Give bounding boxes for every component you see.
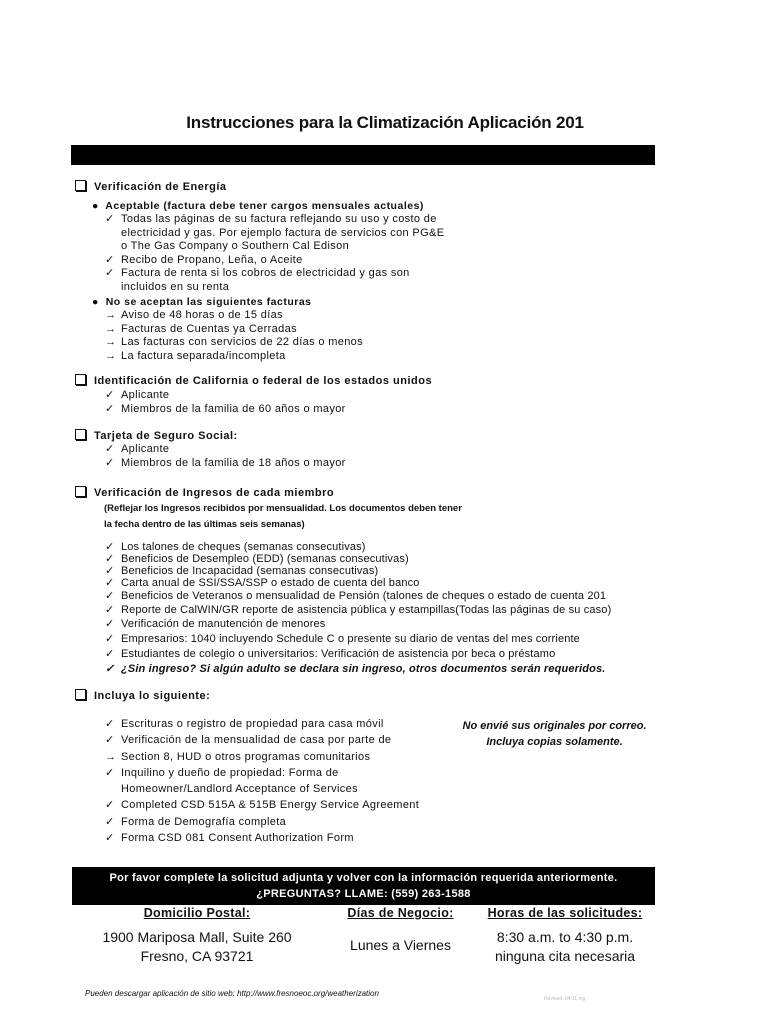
page-title: Instrucciones para la Climatización Aplicación 201 [186,113,584,132]
list-item: ✓ ¿Sin ingreso? Si algún adulto se declara sin ingreso, otros documentos serán requeridos. [105,663,606,675]
footer-phone: ¿PREGUNTAS? LLAME: (559) 263-1588 [256,888,471,900]
include-heading: Incluya lo siguiente: [94,690,211,702]
list-item: electricidad y gas. Por ejemplo factura de servicios con PG&E [121,226,445,239]
mail-address [92,928,302,966]
list-item: ✓ Escrituras o registro de propiedad para casa móvil [105,716,419,732]
check-icon: ✓ [105,402,115,415]
check-icon: ✓ [105,590,115,602]
list-item: ✓ Verificación de la mensualidad de casa por parte de [105,732,419,748]
check-icon: ✓ [105,832,115,845]
list-item: ✓ Beneficios de Incapacidad (semanas consecutivas) [105,565,379,577]
originals-note [447,718,662,750]
list-item: Homeowner/Landlord Acceptance of Services [121,783,358,796]
ssn-section [75,429,238,442]
list-item: ✓ Aplicante [105,389,170,401]
check-icon: ✓ [105,734,115,747]
check-icon: ✓ [105,553,115,565]
checkbox-icon [75,429,86,440]
contact-bar [72,867,655,905]
energy-heading: Verificación de Energía [94,181,227,193]
list-item: ✓ Beneficios de Veteranos o mensualidad de Pensión (talones de cheques o estado de cuenta 201 [105,590,607,602]
check-icon: ✓ [105,267,115,279]
footer-instruction: Por favor complete la solicitud adjunta y volver con la información requerida anteriormente. [109,872,618,884]
list-item: ✓ Inquilino y dueño de propiedad: Forma de [105,765,419,781]
arrow-icon: → [105,336,117,348]
check-icon: ✓ [105,815,115,828]
list-item: ✓ Aplicante [105,443,170,455]
checkbox-icon [75,180,86,191]
mail-line-2: Fresno, CA 93721 [140,948,254,964]
list-item: → Section 8, HUD o otros programas comunitarios [105,749,419,765]
check-icon: ✓ [105,604,115,616]
arrow-icon: → [105,309,117,321]
check-icon: ✓ [105,213,115,225]
check-icon: ✓ [105,618,115,630]
download-link[interactable]: Pueden descargar aplicación de sitio web: http://www.fresnoeoc.org/weatherization [85,989,379,998]
arrow-icon: → [105,750,117,763]
list-item: ✓ Los talones de cheques (semanas consecutivas) [105,541,366,553]
list-item: ✓ Todas las páginas de su factura reflejando su uso y costo de [105,213,437,225]
list-item: ✓ Beneficios de Desempleo (EDD) (semanas consecutivas) [105,553,409,565]
check-icon: ✓ [105,541,115,553]
list-item: → Aviso de 48 horas o de 15 días [105,309,283,321]
bullet-icon: ● [92,296,99,308]
check-icon: ✓ [105,565,115,577]
acceptable-label: Aceptable (factura debe tener cargos mensuales actuales) [105,200,424,212]
list-item: ✓ Carta anual de SSI/SSA/SSP o estado de cuenta del banco [105,577,420,589]
check-icon: ✓ [105,766,115,779]
income-list [105,541,611,677]
list-item: ✓ Completed CSD 515A & 515B Energy Service Agreement [105,797,419,813]
check-icon: ✓ [105,663,115,675]
checkbox-icon [75,689,86,700]
revision-note: Revised: 04/11 mg [544,996,586,1002]
list-item: ✓ Reporte de CalWIN/GR reporte de asistencia pública y estampillas(Todas las páginas de su caso) [105,604,612,616]
hours-line-1: 8:30 a.m. to 4:30 p.m. [496,929,634,945]
days-heading: Días de Negocio: [347,906,454,920]
check-icon: ✓ [105,799,115,812]
originals-line-1: No envié sus originales por correo. [462,720,647,732]
check-icon: ✓ [105,718,115,730]
list-item: ✓ Factura de renta si los cobros de electricidad y gas son [105,267,410,279]
rejected-list [105,309,363,363]
income-note-1: (Reflejar los Ingresos recibidos por mensualidad. Los documentos deben tener [104,503,462,514]
income-note-2: la fecha dentro de las últimas seis semanas) [104,519,305,530]
acceptable-label-row [92,200,424,212]
check-icon: ✓ [105,389,115,401]
check-icon: ✓ [105,577,115,589]
list-item: o The Gas Company o Southern Cal Edison [121,240,350,252]
list-item: ✓ Miembros de la familia de 18 años o mayor [105,456,346,469]
mail-line-1: 1900 Mariposa Mall, Suite 260 [102,929,292,945]
acceptable-list [105,213,444,294]
id-list [105,389,346,416]
check-icon: ✓ [105,443,115,455]
list-item: → Facturas de Cuentas ya Cerradas [105,322,297,335]
hours-line-2: ninguna cita necesaria [494,948,636,964]
hours-info [470,928,660,966]
bullet-icon: ● [92,200,99,212]
arrow-icon: → [105,322,117,335]
list-item: ✓ Recibo de Propano, Leña, o Aceite [105,253,303,266]
check-icon: ✓ [105,633,115,645]
include-list [105,716,419,846]
mail-heading: Domicilio Postal: [143,906,251,920]
id-heading: Identificación de California o federal de los estados unidos [94,375,433,387]
rejected-label-row [92,296,312,308]
list-item: ✓ Verificación de manutención de menores [105,618,326,630]
rejected-label: No se aceptan las siguientes facturas [105,296,312,308]
income-section [75,486,334,499]
list-item: ✓ Forma CSD 081 Consent Authorization Form [105,830,419,846]
checkbox-icon [75,374,86,385]
check-icon: ✓ [105,253,115,266]
days-value: Lunes a Viernes [350,937,451,953]
list-item: → La factura separada/incompleta [105,349,286,362]
checkbox-icon [75,486,86,497]
originals-line-2: Incluya copias solamente. [486,736,623,748]
ssn-heading: Tarjeta de Seguro Social: [94,430,238,442]
list-item: ✓ Forma de Demografía completa [105,814,419,830]
energy-section [75,180,227,193]
list-item: ✓ Estudiantes de colegio o universitarios: Verificación de asistencia por beca o préstamo [105,648,556,660]
include-section [75,689,210,702]
list-item: ✓ Miembros de la familia de 60 años o mayor [105,402,346,415]
list-item: ✓ Empresarios: 1040 incluyendo Schedule C o presente su diario de ventas del mes corriente [105,633,580,645]
arrow-icon: → [105,349,117,362]
id-section [75,374,432,387]
check-icon: ✓ [105,456,115,469]
hours-heading: Horas de las solicitudes: [487,906,643,920]
list-item: incluidos en su renta [121,280,230,293]
income-heading: Verificación de Ingresos de cada miembro [94,487,335,499]
list-item: → Las facturas con servicios de 22 días o menos [105,336,363,348]
title-bar [71,145,655,165]
check-icon: ✓ [105,648,115,660]
ssn-list [105,443,346,470]
